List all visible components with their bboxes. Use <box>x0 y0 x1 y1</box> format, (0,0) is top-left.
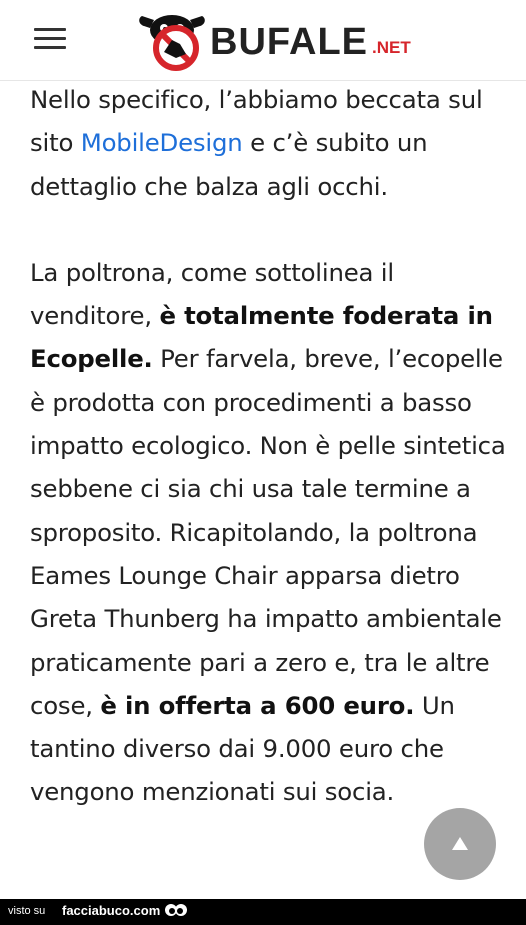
eyes-icon <box>164 902 188 920</box>
paragraph-1 <box>30 78 510 208</box>
paragraph-1-text-a: Nello specifico, l’abbiamo beccata sul sito <box>30 85 483 158</box>
paragraph-2 <box>30 251 510 814</box>
scroll-to-top-button[interactable] <box>424 808 496 880</box>
watermark-visto-label: visto su <box>8 905 46 917</box>
paragraph-2-bold-b: è in offerta a 600 euro. <box>100 690 415 720</box>
watermark-brand: facciabuco.com <box>62 903 161 918</box>
arrow-up-icon <box>452 837 468 850</box>
logo-tld: .NET <box>372 38 411 57</box>
hamburger-menu-icon[interactable] <box>34 27 66 51</box>
logo-wordmark: BUFALE <box>210 21 368 63</box>
bull-logo-icon <box>136 8 208 72</box>
article-body <box>30 78 510 814</box>
site-header <box>0 0 526 81</box>
paragraph-2-bold-a: è totalmente foderata in Ecopelle. <box>30 301 493 374</box>
paragraph-1-text-b: e c’è subito un dettaglio che balza agli occhi. <box>30 128 428 201</box>
paragraph-2-text-c: Un tantino diverso dai 9.000 euro che vengono menzionati sui socia. <box>30 690 455 807</box>
paragraph-2-text-a: La poltrona, come sottolinea il venditore, <box>30 257 394 331</box>
site-logo[interactable] <box>136 8 426 72</box>
mobiledesign-link[interactable]: MobileDesign <box>80 128 243 158</box>
paragraph-2-text-b: Per farvela, breve, l’ecopelle è prodotta con procedimenti a basso impatto ecologico. Non è pelle sintetica sebbene ci sia chi usa tale termine a sproposito. Ricapitolando, la poltrona Eames Lounge Chair apparsa dietro Greta Thunberg ha impatto ambientale praticamente pari a zero e, tra le altre cose, <box>30 344 506 720</box>
watermark-bar <box>0 899 526 925</box>
